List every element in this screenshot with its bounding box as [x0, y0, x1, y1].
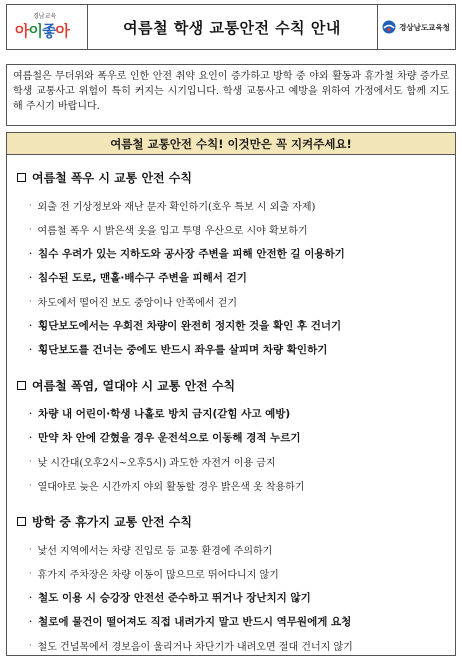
list-item: · 낯선 지역에서는 차량 진입로 등 교통 환경에 주의하기: [29, 545, 273, 557]
bullet-dot-icon: ·: [29, 273, 33, 282]
checkbox-square-icon: [17, 517, 26, 526]
office-name: 경상남도교육청: [399, 22, 450, 32]
header-right-cell: [377, 5, 455, 49]
bullet-dot-icon: ·: [29, 617, 33, 626]
bullet-dot-icon: ·: [29, 545, 32, 554]
gyeongnam-office-logo: [382, 20, 450, 34]
list-item: · 차량 내 어린이·학생 나홀로 방치 금지(갇힘 사고 예방): [29, 408, 291, 420]
header-left-cell: [7, 5, 88, 49]
checkbox-square-icon: [17, 381, 26, 390]
logo-char-2: 이: [28, 22, 42, 40]
bullet-dot-icon: ·: [29, 481, 32, 490]
list-item: · 침수 우려가 있는 지하도와 공사장 주변을 피해 안전한 길 이용하기: [29, 248, 345, 260]
intro-box: [6, 64, 456, 126]
section-title: [17, 377, 235, 394]
bullet-dot-icon: ·: [29, 409, 33, 418]
section-title-text: 여름철 폭염, 열대야 시 교통 안전 수칙: [32, 379, 236, 393]
bullet-dot-icon: ·: [29, 569, 32, 578]
banner-text: 여름철 교통안전 수칙! 이것만은 꼭 지켜주세요!: [110, 136, 352, 151]
list-item: · 외출 전 기상정보와 재난 문자 확인하기(호우 특보 시 외출 자제): [29, 201, 316, 213]
bullet-dot-icon: ·: [29, 457, 32, 466]
list-item: · 철도 이용 시 승강장 안전선 준수하고 뛰거나 장난치지 않기: [29, 592, 311, 604]
list-item: · 침수된 도로, 맨홀·배수구 주변을 피해서 걷기: [29, 272, 247, 284]
bullet-dot-icon: ·: [29, 433, 33, 442]
list-item: · 철로에 물건이 떨어져도 직접 내려가지 말고 반드시 역무원에게 요청: [29, 616, 352, 628]
section-title-text: 방학 중 휴가지 교통 안전 수칙: [32, 515, 192, 529]
logo-char-4: 아: [55, 22, 69, 40]
list-item: · 횡단보도에서는 우회전 차량이 완전히 정지한 것을 확인 후 건너기: [29, 320, 342, 332]
office-emblem-icon: [382, 20, 396, 34]
section-title: [17, 169, 192, 186]
bullet-dot-icon: ·: [29, 297, 32, 306]
logo-char-3: 좋: [42, 22, 56, 40]
list-item: · 철도 건널목에서 경보음이 울리거나 차단기가 내려오면 절대 건너지 않기: [29, 641, 353, 653]
list-item: · 휴가지 주차장은 차량 이동이 많으므로 뛰어다니지 않기: [29, 569, 279, 581]
notice-banner: [6, 132, 456, 155]
list-item: · 낮 시간대(오후2시~오후5시) 과도한 자전거 이용 금지: [29, 457, 276, 469]
list-item: · 횡단보도를 건너는 중에도 반드시 좌우를 살피며 차량 확인하기: [29, 344, 328, 356]
bullet-dot-icon: ·: [29, 249, 33, 258]
page-title: 여름철 학생 교통안전 수칙 안내: [123, 18, 341, 37]
bullet-dot-icon: ·: [29, 593, 33, 602]
logo-left-small-text: 경남교육: [33, 13, 57, 20]
checkbox-square-icon: [17, 173, 26, 182]
list-item: · 만약 차 안에 갇혔을 경우 운전석으로 이동해 경적 누르기: [29, 432, 301, 444]
logo-left-main-text: [15, 20, 69, 41]
bullet-dot-icon: ·: [29, 345, 33, 354]
logo-char-1: 아: [15, 22, 29, 40]
intro-text: 여름철은 무더위와 폭우로 인한 안전 취약 요인이 증가하고 방학 중 야외 활동과 휴가철 차량 증가로 학생 교통사고 위험이 특히 커지는 시기입니다. 학생 교통사고 예방을 위하여 가정에서도 함께 지도해 주시기 바랍니다.: [13, 71, 449, 112]
list-item: · 열대야로 늦은 시간까지 야외 활동할 경우 밝은색 옷 착용하기: [29, 481, 305, 493]
bullet-dot-icon: ·: [29, 225, 32, 234]
header-title-cell: [87, 5, 378, 49]
rules-box: [6, 155, 456, 656]
bullet-dot-icon: ·: [29, 321, 33, 330]
header-table: [6, 4, 456, 50]
bullet-dot-icon: ·: [29, 201, 32, 210]
list-item: · 차도에서 떨어진 보도 중앙이나 안쪽에서 걷기: [29, 297, 237, 309]
document: [6, 4, 456, 656]
bullet-dot-icon: ·: [29, 641, 32, 650]
aijoa-logo: [15, 11, 81, 45]
section-title: [17, 513, 192, 530]
section-title-text: 여름철 폭우 시 교통 안전 수칙: [32, 171, 192, 185]
list-item: · 여름철 폭우 시 밝은색 옷을 입고 투명 우산으로 시야 확보하기: [29, 225, 308, 237]
